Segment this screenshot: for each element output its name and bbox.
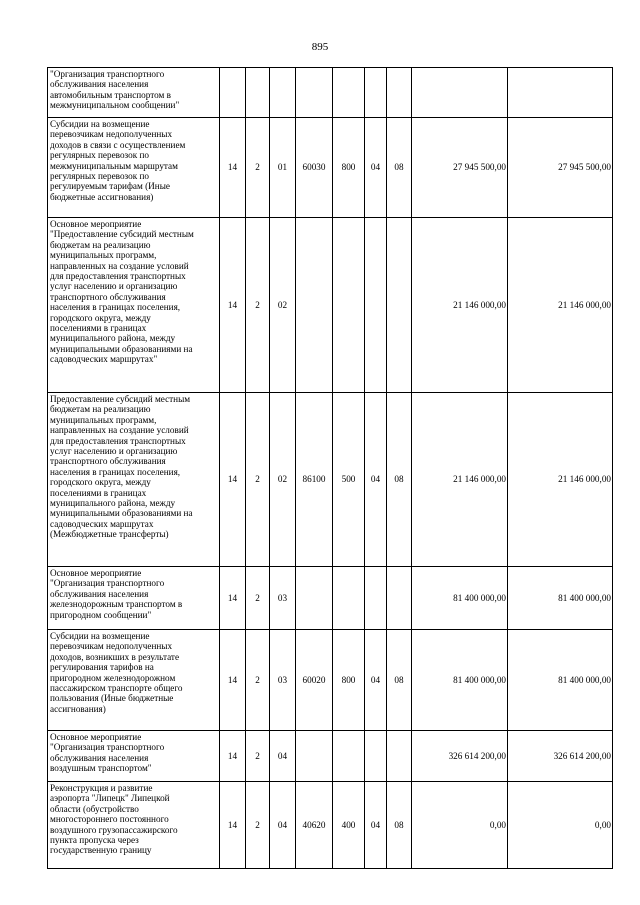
table-row (48, 393, 613, 567)
cell-code-5 (333, 567, 365, 630)
cell-code-7 (387, 731, 412, 782)
cell-code-7 (387, 68, 412, 118)
cell-code-3: 04 (270, 731, 296, 782)
cell-code-2: 2 (246, 393, 270, 567)
cell-sum-2: 81 400 000,00 (508, 630, 613, 731)
cell-code-3: 01 (270, 118, 296, 218)
cell-sum-1 (412, 68, 508, 118)
cell-code-2 (246, 68, 270, 118)
cell-code-7 (387, 218, 412, 393)
row-name: Субсидии на возмещение перевозчикам недополученных доходов в связи с осуществлением регулярных перевозок по межмуниципальным маршрутам регулярных перевозок по регулируемым тарифам (Иные бюджетные ассигнования) (48, 118, 220, 218)
cell-code-6 (365, 218, 387, 393)
cell-sum-1: 81 400 000,00 (412, 630, 508, 731)
cell-code-3 (270, 68, 296, 118)
cell-code-7: 08 (387, 118, 412, 218)
cell-code-7: 08 (387, 630, 412, 731)
table-row (48, 630, 613, 731)
cell-code-1: 14 (220, 782, 246, 869)
cell-code-3: 02 (270, 218, 296, 393)
budget-table (47, 67, 613, 869)
table-row (48, 118, 613, 218)
cell-code-2: 2 (246, 118, 270, 218)
cell-sum-1: 81 400 000,00 (412, 567, 508, 630)
table-row (48, 218, 613, 393)
cell-code-3: 03 (270, 567, 296, 630)
cell-code-5 (333, 218, 365, 393)
cell-code-6: 04 (365, 782, 387, 869)
cell-sum-2: 0,00 (508, 782, 613, 869)
cell-code-6 (365, 68, 387, 118)
cell-sum-1: 21 146 000,00 (412, 393, 508, 567)
row-name: Основное мероприятие "Организация транспортного обслуживания населения воздушным транспортом" (48, 731, 220, 782)
cell-sum-2: 21 146 000,00 (508, 393, 613, 567)
cell-sum-1: 326 614 200,00 (412, 731, 508, 782)
cell-code-2: 2 (246, 218, 270, 393)
row-name: Реконструкция и развитие аэропорта "Липецк" Липецкой области (обустройство многостороннего постоянного воздушного грузопассажирского пункта пропуска через государственную границу (48, 782, 220, 869)
cell-sum-2: 21 146 000,00 (508, 218, 613, 393)
cell-sum-1: 0,00 (412, 782, 508, 869)
cell-code-4: 60020 (296, 630, 333, 731)
cell-sum-1: 21 146 000,00 (412, 218, 508, 393)
row-name: Основное мероприятие "Организация транспортного обслуживания населения железнодорожным транспортом в пригородном сообщении" (48, 567, 220, 630)
table-row (48, 567, 613, 630)
row-name: "Организация транспортного обслуживания населения автомобильным транспортом в межмуниципальном сообщении" (48, 68, 220, 118)
cell-code-1: 14 (220, 630, 246, 731)
cell-code-2: 2 (246, 782, 270, 869)
cell-sum-2: 27 945 500,00 (508, 118, 613, 218)
cell-code-4 (296, 68, 333, 118)
table-row (48, 731, 613, 782)
cell-code-4: 86100 (296, 393, 333, 567)
cell-code-7: 08 (387, 782, 412, 869)
table-row (48, 68, 613, 118)
cell-code-1: 14 (220, 393, 246, 567)
cell-code-6: 04 (365, 630, 387, 731)
cell-code-6: 04 (365, 118, 387, 218)
cell-sum-1: 27 945 500,00 (412, 118, 508, 218)
cell-code-3: 04 (270, 782, 296, 869)
cell-sum-2: 81 400 000,00 (508, 567, 613, 630)
cell-code-3: 03 (270, 630, 296, 731)
cell-code-5: 400 (333, 782, 365, 869)
cell-code-4: 60030 (296, 118, 333, 218)
row-name: Субсидии на возмещение перевозчикам недополученных доходов, возникших в результате регулирования тарифов на пригородном железнодорожном пассажирском транспорте общего пользования (Иные бюджетные ассигнования) (48, 630, 220, 731)
cell-code-2: 2 (246, 731, 270, 782)
cell-code-2: 2 (246, 567, 270, 630)
cell-code-5: 800 (333, 118, 365, 218)
cell-code-1 (220, 68, 246, 118)
cell-code-4 (296, 218, 333, 393)
cell-code-5: 800 (333, 630, 365, 731)
cell-code-3: 02 (270, 393, 296, 567)
cell-code-6: 04 (365, 393, 387, 567)
table-row (48, 782, 613, 869)
cell-code-4: 40620 (296, 782, 333, 869)
row-name: Основное мероприятие "Предоставление субсидий местным бюджетам на реализацию муниципальных программ, направленных на создание условий для предоставления транспортных услуг населению и организацию транспортного обслуживания населения в границах поселения, городского округа, между поселениями в границах муниципального района, между муниципальными образованиями на садоводческих маршрутах" (48, 218, 220, 393)
cell-code-5: 500 (333, 393, 365, 567)
cell-code-4 (296, 731, 333, 782)
cell-code-7: 08 (387, 393, 412, 567)
cell-code-6 (365, 567, 387, 630)
cell-code-6 (365, 731, 387, 782)
cell-code-1: 14 (220, 118, 246, 218)
cell-code-1: 14 (220, 218, 246, 393)
cell-code-2: 2 (246, 630, 270, 731)
row-name: Предоставление субсидий местным бюджетам на реализацию муниципальных программ, направленных на создание условий для предоставления транспортных услуг населению и организацию транспортного обслуживания населения в границах поселения, городского округа, между поселениями в границах муниципального района, между муниципальными образованиями на садоводческих маршрутах (Межбюджетные трансферты) (48, 393, 220, 567)
cell-code-5 (333, 731, 365, 782)
cell-sum-2 (508, 68, 613, 118)
cell-code-1: 14 (220, 567, 246, 630)
page-number: 895 (311, 41, 329, 53)
cell-code-1: 14 (220, 731, 246, 782)
cell-code-5 (333, 68, 365, 118)
cell-code-4 (296, 567, 333, 630)
cell-sum-2: 326 614 200,00 (508, 731, 613, 782)
cell-code-7 (387, 567, 412, 630)
